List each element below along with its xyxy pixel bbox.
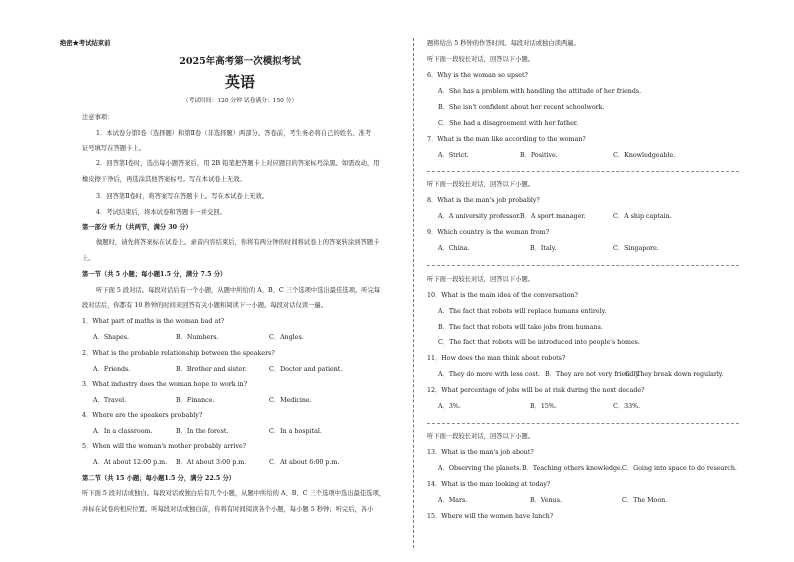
- notice-item-1a: 1．本试卷分第Ⅰ卷（选择题）和第Ⅱ卷（非选择题）两部分。答卷前，考生务必将自己的姓名、准考: [96, 130, 372, 137]
- section1-heading: 第一节（共 5 小题；每小题1.5 分，满分 7.5 分）: [82, 271, 227, 278]
- question-1: 1．What part of maths is the woman bad at?: [82, 318, 225, 325]
- q11-option-c: C．They break down regularly.: [625, 371, 724, 378]
- question-7: 7．What is the man like according to the woman?: [427, 136, 586, 143]
- q7-option-b: B．Positive.: [520, 152, 558, 159]
- q12-option-a: A．3%.: [438, 403, 461, 410]
- q4-option-b: B．In the forest.: [176, 428, 229, 435]
- notice-item-4: 4．考试结束后，将本试卷和答题卡一并交回。: [96, 209, 226, 216]
- column-divider: [413, 38, 414, 548]
- section2-intro-b: 并标在试卷的相应位置。听每段对话或独白前，你将有时间阅读各个小题，每小题 5 秒钟；听完后，各小: [82, 506, 374, 513]
- q12-option-b: B．15%.: [530, 403, 557, 410]
- question-4: 4．Where are the speakers probably?: [82, 412, 203, 419]
- q3-option-c: C．Medicine.: [269, 397, 312, 404]
- q1-option-b: B．Numbers.: [176, 334, 219, 341]
- q9-option-a: A．China.: [438, 245, 470, 252]
- part1-heading: 第一部分 听力（共两节，满分 30 分）: [82, 224, 192, 231]
- question-11: 11．How does the man think about robots?: [427, 355, 566, 362]
- q1-option-a: A．Shapes.: [93, 334, 129, 341]
- q8-option-b-text: B．A sport manager.: [520, 213, 586, 220]
- q3-option-b: B．Finance.: [176, 397, 215, 404]
- q8-option-c: C．A ship captain.: [613, 213, 672, 220]
- exam-meta: （考试时间：120 分钟 试卷满分：150 分）: [182, 98, 298, 104]
- q11-option-a: A．They do more with less cost.: [438, 371, 540, 378]
- notice-item-2a: 2．回答第Ⅰ卷时，选出每小题答案后，用 2B 铅笔把答题卡上对应题目的答案标号涂黑。如需改动，用: [96, 160, 380, 167]
- q8-option-a: A．A university professor.: [438, 213, 521, 220]
- q7-option-c: C．Knowledgeable.: [613, 152, 676, 159]
- question-6: 6．Why is the woman so upset?: [427, 72, 528, 79]
- notice-item-1b: 证号填写在答题卡上。: [82, 145, 145, 152]
- group-label-2: 听下面一段较长对话，回答以下小题。: [427, 181, 535, 188]
- group-label-4: 听下面一段较长对话，回答以下小题。: [427, 433, 535, 440]
- q6-option-b: B．She isn't confident about her recent schoolwork.: [438, 104, 605, 111]
- separator-1: [427, 171, 739, 172]
- subject-title: 英语: [224, 73, 255, 91]
- notice-heading: 注意事项：: [82, 114, 114, 121]
- separator-3: [427, 423, 739, 424]
- group-label-3: 听下面一段较长对话，回答以下小题。: [427, 276, 535, 283]
- q6-option-c: C．She had a disagreement with her father.: [438, 120, 579, 127]
- q13-option-b: B．Teaching others knowledge.: [522, 465, 623, 472]
- secret-label: 绝密★考试结束前: [60, 40, 111, 47]
- q7-option-a: A．Strict.: [438, 152, 469, 159]
- q2-option-b: B．Brother and sister.: [176, 366, 247, 373]
- q9-option-c: C．Singapore.: [613, 245, 659, 252]
- q4-option-a: A．In a classroom.: [93, 428, 153, 435]
- q2-option-a: A．Friends.: [93, 366, 131, 373]
- question-8: 8．What is the man's job probably?: [427, 197, 540, 204]
- part1-intro-a: 做题时，请先将答案标在试卷上。录音内容结束后，你将有两分钟的时间将试卷上的答案转涂到答题卡: [96, 239, 380, 246]
- q12-option-c: C．33%.: [613, 403, 641, 410]
- q13-option-a: A．Observing the planets.: [438, 465, 522, 472]
- question-15: 15．Where will the women have lunch?: [427, 513, 554, 520]
- q5-option-b: B．At about 3:00 p.m.: [176, 459, 247, 466]
- part1-intro-b: 上。: [82, 255, 95, 262]
- q5-option-a: A．At about 12:00 p.m.: [93, 459, 168, 466]
- q10-option-a: A．The fact that robots will replace humans entirely.: [438, 308, 607, 315]
- notice-item-3: 3．回答第Ⅱ卷时，将答案写在答题卡上。写在本试卷上无效。: [96, 193, 269, 200]
- q11-option-b: B．They are not very friendly.: [545, 371, 641, 378]
- q2-option-c: C．Doctor and patient.: [269, 366, 343, 373]
- section1-intro-a: 听下面 5 段对话。每段对话后有一个小题，从题中所给的 A、B、C 三个选项中选出最佳选项。听完每: [96, 287, 381, 294]
- q14-option-a: A．Mars.: [438, 497, 468, 504]
- q14-option-b: B．Venus.: [530, 497, 562, 504]
- q10-option-c: C．The fact that robots will be introduced into people's homes.: [438, 339, 640, 346]
- section1-intro-b: 段对话后，你都有 10 秒钟的时间来回答有关小题和阅读下一小题。每段对话仅读一遍。: [82, 302, 328, 309]
- q13-option-c: C．Going into space to do research.: [622, 465, 737, 472]
- section2-intro-c: 题将给出 5 秒钟的作答时间。每段对话或独白读两遍。: [427, 40, 580, 47]
- q9-option-b: B．Italy.: [530, 245, 557, 252]
- q4-option-c: C．In a hospital.: [269, 428, 322, 435]
- question-13: 13．What is the man's job about?: [427, 449, 534, 456]
- q10-option-b: B．The fact that robots will take jobs from humans.: [438, 324, 603, 331]
- question-9: 9．Which country is the woman from?: [427, 229, 549, 236]
- question-14: 14．What is the man looking at today?: [427, 481, 551, 488]
- separator-2: [427, 265, 739, 266]
- q5-option-c: C．At about 6:00 p.m.: [269, 459, 340, 466]
- section2-intro-a: 听下面 5 段对话或独白。每段对话或独白后有几个小题，从题中所给的 A、B、C 三个选项中选出最佳选项，: [82, 490, 386, 497]
- q14-option-c: C．The Moon.: [622, 497, 668, 504]
- section2-heading: 第二节（共 15 小题；每小题1.5 分，满分 22.5 分）: [82, 475, 236, 482]
- exam-title: 2025年高考第一次模拟考试: [179, 56, 301, 67]
- q3-option-a: A．Travel.: [93, 397, 127, 404]
- notice-item-2b: 橡皮擦干净后，再选涂其他答案标号。写在本试卷上无效。: [82, 176, 246, 183]
- question-2: 2．What is the probable relationship between the speakers?: [82, 350, 275, 357]
- q6-option-a: A．She has a problem with handling the attitude of her friends.: [438, 88, 642, 95]
- question-5: 5．When will the woman's mother probably arrive?: [82, 443, 247, 450]
- question-10: 10．What is the main idea of the conversation?: [427, 292, 578, 299]
- question-3: 3．What industry does the woman hope to work in?: [82, 381, 248, 388]
- q1-option-c: C．Angles.: [269, 334, 304, 341]
- group-label-1: 听下面一段较长对话，回答以下小题。: [427, 56, 535, 63]
- question-12: 12．What percentage of jobs will be at risk during the next decade?: [427, 387, 645, 394]
